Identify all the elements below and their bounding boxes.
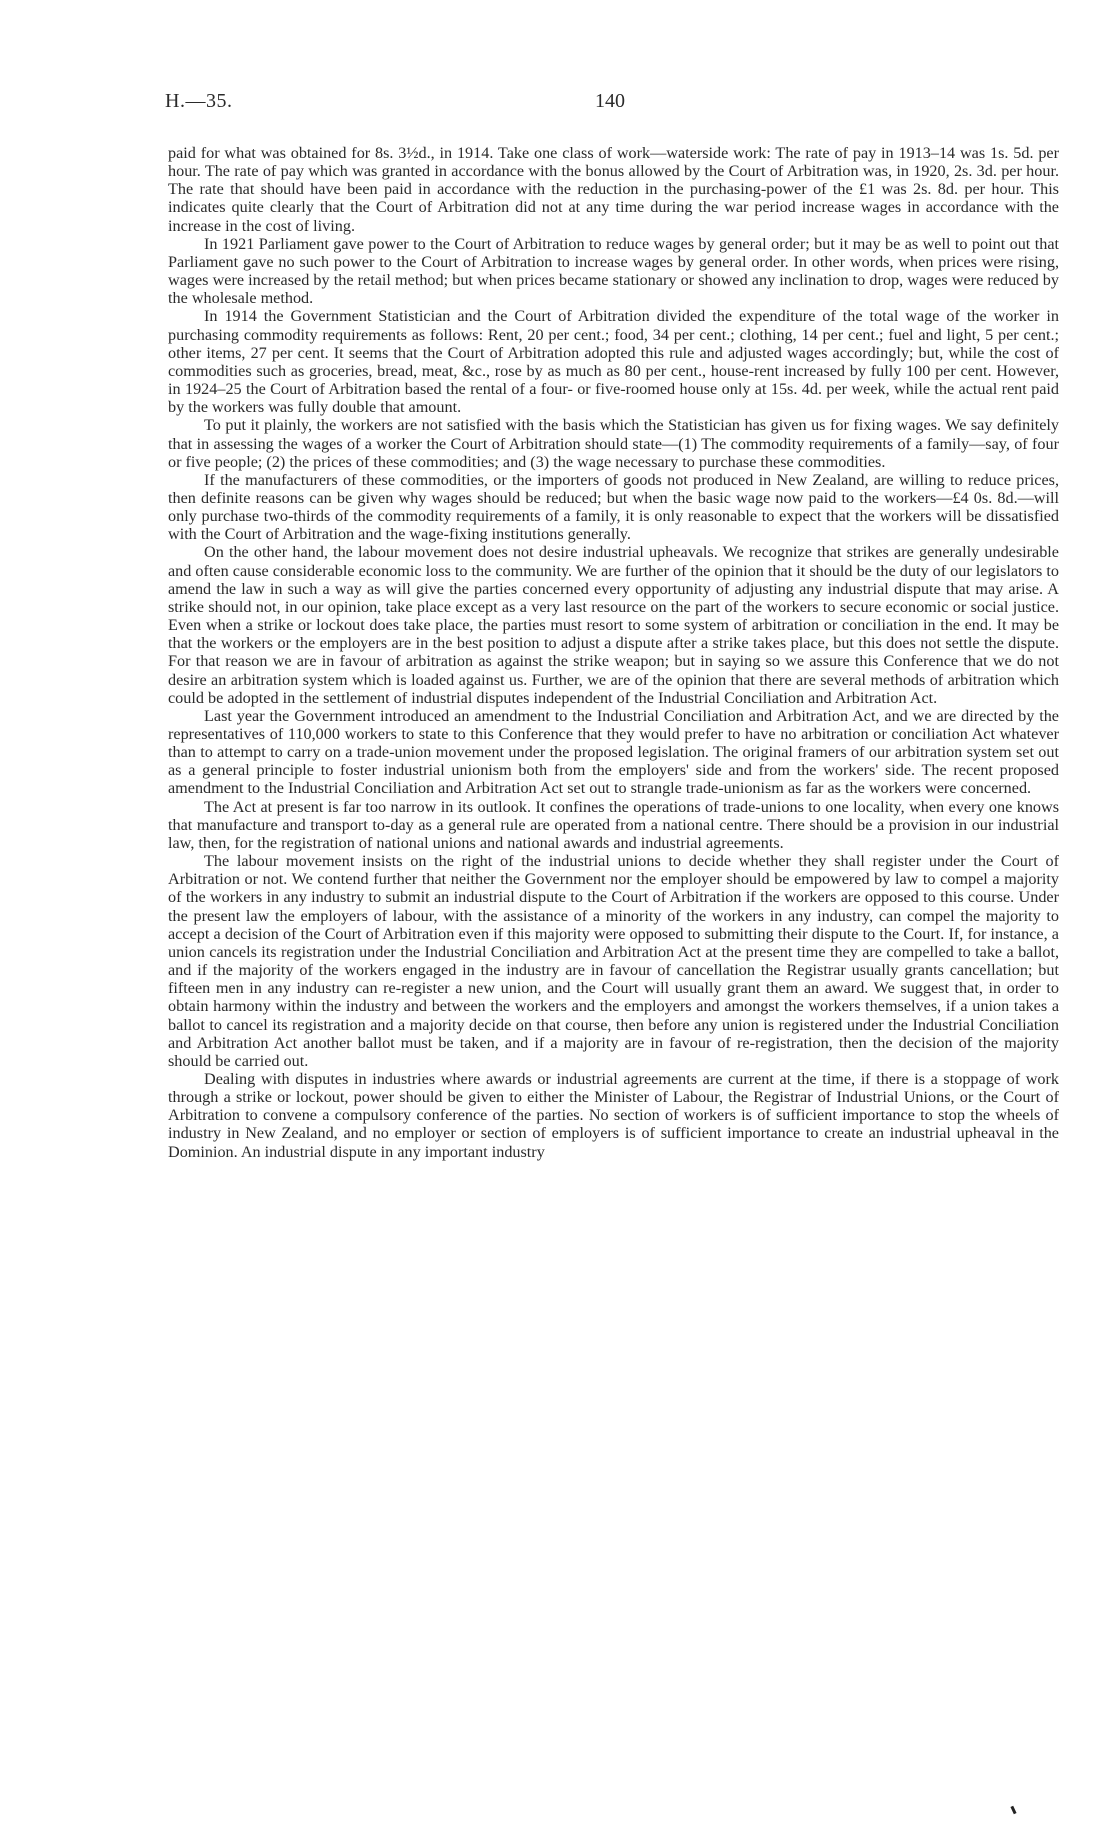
- paragraph: In 1914 the Government Statistician and the Court of Arbitration divided the expenditure of the total wage of the worker in purchasing commodity requirements as follows: Rent, 20 per cent.; food, 34 per cent.; clothing, 14 per cent.; fuel and light, 5 per cent.; other items, 27 per cent. It seems that the Court of Arbitration adopted this rule and adjusted wages accordingly; but, while the cost of commodities such as groceries, bread, meat, &c., rose by as much as 80 per cent., house-rent increased by fully 100 per cent. However, in 1924–25 the Court of Arbitration based the rental of a four- or five-roomed house only at 15s. 4d. per week, while the actual rent paid by the workers was fully double that amount.: [168, 307, 1059, 417]
- document-reference: H.—35.: [165, 90, 233, 112]
- paragraph: To put it plainly, the workers are not satisfied with the basis which the Statistician has given us for fixing wages. We say definitely that in assessing the wages of a worker the Court of Arbitration should state—(1) The commodity requirements of a family—say, of four or five people; (2) the prices of these commodities; and (3) the wage necessary to purchase these commodities.: [168, 416, 1059, 471]
- page-header: [165, 90, 1055, 120]
- paragraph: On the other hand, the labour movement does not desire industrial upheavals. We recognize that strikes are generally undesirable and often cause considerable economic loss to the community. We are further of the opinion that it should be the duty of our legislators to amend the law in such a way as will give the parties concerned every opportunity of adjusting any industrial dispute that may arise. A strike should not, in our opinion, take place except as a very last resource on the part of the workers to secure economic or social justice. Even when a strike or lockout does take place, the parties must resort to some system of arbitration or conciliation in the end. It may be that the workers or the employers are in the best position to adjust a dispute after a strike takes place, but this does not settle the dispute. For that reason we are in favour of arbitration as against the strike weapon; but in saying so we assure this Conference that we do not desire an arbitration system which is loaded against us. Further, we are of the opinion that there are several methods of arbitration which could be adopted in the settlement of industrial disputes independent of the Industrial Conciliation and Arbitration Act.: [168, 543, 1059, 707]
- body-text: [168, 144, 1059, 1161]
- page-number: 140: [595, 90, 625, 112]
- paragraph: Last year the Government introduced an amendment to the Industrial Conciliation and Arbitration Act, and we are directed by the representatives of 110,000 workers to state to this Conference that they would prefer to have no arbitration or conciliation Act whatever than to attempt to carry on a trade-union movement under the proposed legislation. The original framers of our arbitration system set out as a general principle to foster industrial unionism both from the employers' side and from the workers' side. The recent proposed amendment to the Industrial Conciliation and Arbitration Act set out to strangle trade-unionism as far as the workers were concerned.: [168, 706, 1059, 798]
- paragraph: If the manufacturers of these commodities, or the importers of goods not produced in New Zealand, are willing to reduce prices, then definite reasons can be given why wages should be reduced; but when the basic wage now paid to the workers—£4 0s. 8d.—will only purchase two-thirds of the commodity requirements of a family, it is only reasonable to expect that the workers will be dissatisfied with the Court of Arbitration and the wage-fixing institutions generally.: [168, 470, 1059, 544]
- paragraph: In 1921 Parliament gave power to the Court of Arbitration to reduce wages by general order; but it may be as well to point out that Parliament gave no such power to the Court of Arbitration to increase wages by general order. In other words, when prices were rising, wages were increased by the retail method; but when prices became stationary or showed any inclination to drop, wages were reduced by the wholesale method.: [168, 234, 1059, 308]
- paragraph: The labour movement insists on the right of the industrial unions to decide whether they shall register under the Court of Arbitration or not. We contend further that neither the Government nor the employer should be empowered by law to compel a majority of the workers in any industry to submit an industrial dispute to the Court of Arbitration if the workers are opposed to this course. Under the present law the employers of labour, with the assistance of a minority of the workers in any industry, can compel the majority to accept a decision of the Court of Arbitration even if this majority were opposed to submitting their dispute to the Court. If, for instance, a union cancels its registration under the Industrial Conciliation and Arbitration Act at the present time they are compelled to take a ballot, and if the majority of the workers engaged in the industry are in favour of cancellation the Registrar usually grants cancellation; but fifteen men in any industry can re-register a new union, and the Court will usually grant them an award. We suggest that, in order to obtain harmony within the industry and between the workers and the employers and amongst the workers themselves, if a union takes a ballot to cancel its registration and a majority decide on that course, then before any union is registered under the Industrial Conciliation and Arbitration Act another ballot must be taken, and if a majority are in favour of re-registration, then the decision of the majority should be carried out.: [168, 852, 1059, 1070]
- scan-mark: [1010, 1806, 1016, 1815]
- paragraph: The Act at present is far too narrow in its outlook. It confines the operations of trade-unions to one locality, when every one knows that manufacture and transport to-day as a general rule are operated from a national centre. There should be a provision in our industrial law, then, for the registration of national unions and national awards and industrial agreements.: [168, 797, 1059, 852]
- paragraph: Dealing with disputes in industries where awards or industrial agreements are current at the time, if there is a stoppage of work through a strike or lockout, power should be given to either the Minister of Labour, the Registrar of Industrial Unions, or the Court of Arbitration to convene a compulsory conference of the parties. No section of workers is of sufficient importance to stop the wheels of industry in New Zealand, and no employer or section of employers is of sufficient importance to create an industrial upheaval in the Dominion. An industrial dispute in any important industry: [168, 1069, 1059, 1161]
- paragraph: paid for what was obtained for 8s. 3½d., in 1914. Take one class of work—waterside work: The rate of pay in 1913–14 was 1s. 5d. per hour. The rate of pay which was granted in accordance with the bonus allowed by the Court of Arbitration was, in 1920, 2s. 3d. per hour. The rate that should have been paid in accordance with the reduction in the purchasing-power of the £1 was 2s. 8d. per hour. This indicates quite clearly that the Court of Arbitration did not at any time during the war period increase wages in accordance with the increase in the cost of living.: [168, 144, 1059, 235]
